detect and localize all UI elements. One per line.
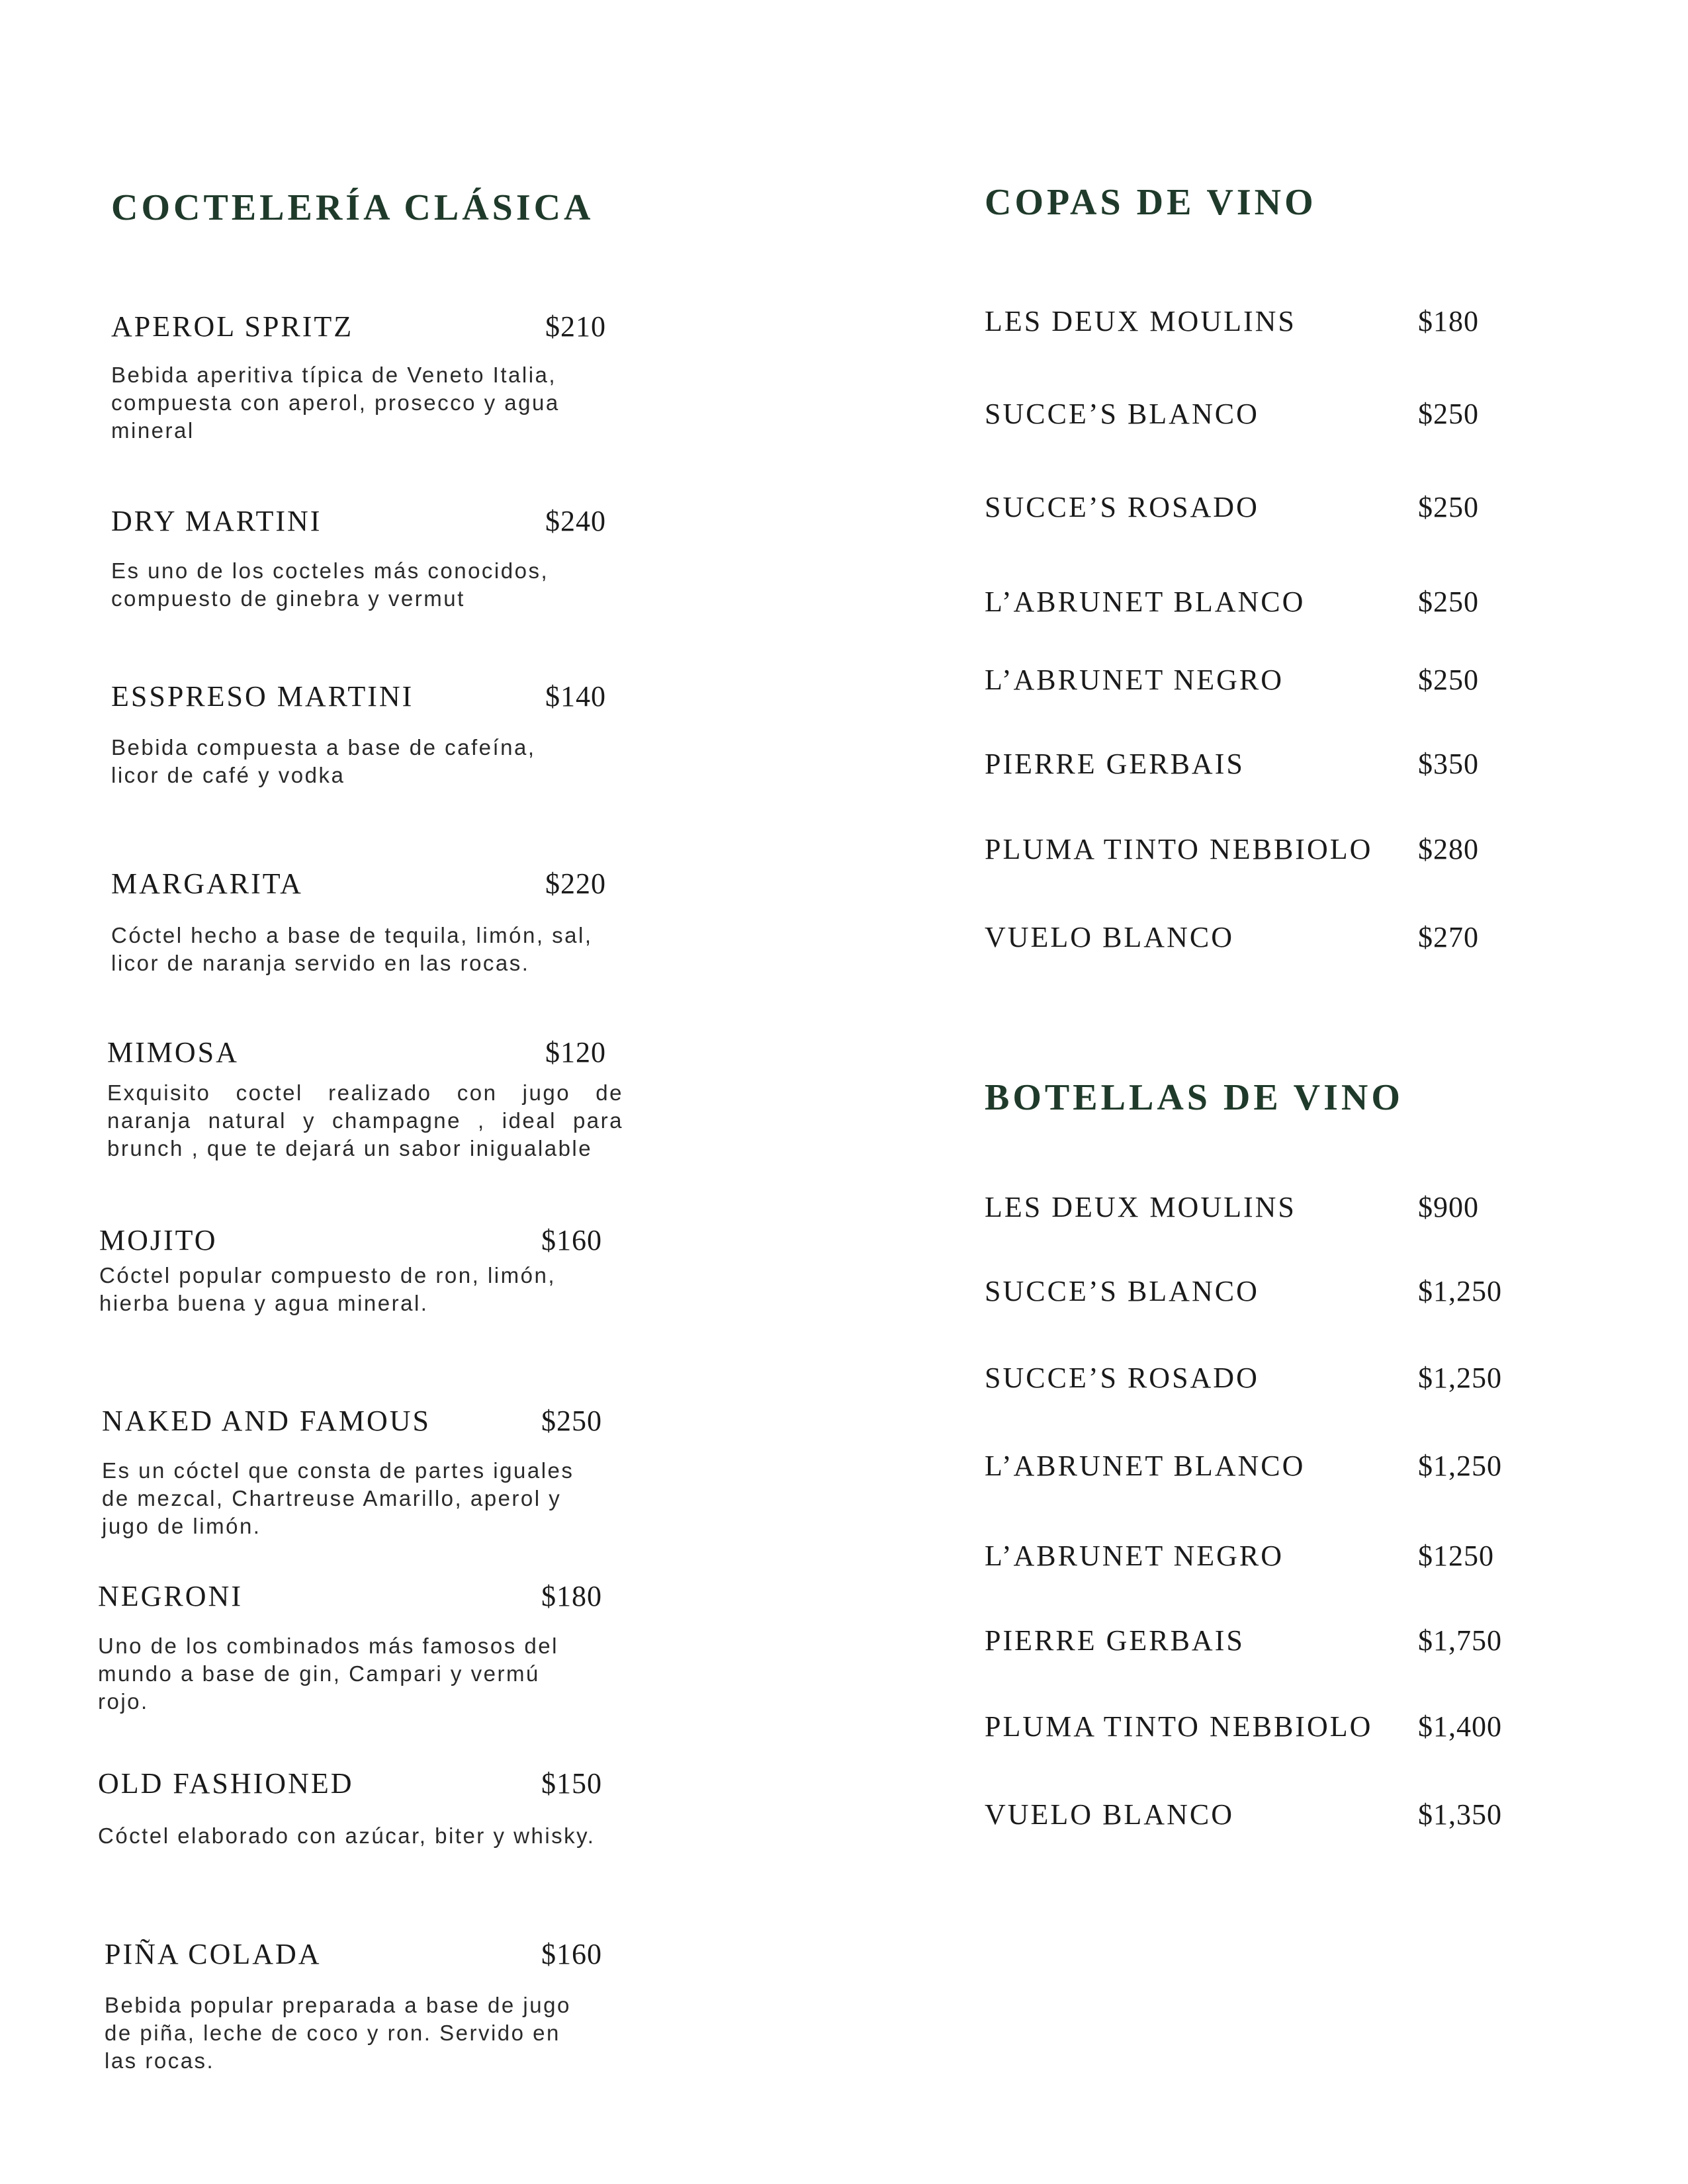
wine-name: SUCCE’S ROSADO (985, 1362, 1259, 1394)
description-line: licor de naranja servido en las rocas. (111, 951, 530, 975)
cocktail-description (99, 1262, 629, 1317)
cocktail-name: NAKED AND FAMOUS (102, 1405, 431, 1437)
cocktail-price: $240 (545, 505, 606, 537)
description-line: Es uno de los cocteles más conocidos, (111, 558, 549, 583)
description-line: compuesto de ginebra y vermut (111, 586, 465, 611)
description-line: Cóctel hecho a base de tequila, limón, sal, (111, 923, 593, 947)
description-line: Es un cóctel que consta de partes iguales (102, 1458, 574, 1483)
wine-price: $280 (1418, 833, 1479, 865)
cocktail-name: MIMOSA (107, 1036, 239, 1069)
cocktail-name: OLD FASHIONED (98, 1767, 354, 1800)
wine-name: PIERRE GERBAIS (985, 1624, 1245, 1657)
description-line: Uno de los combinados más famosos del (98, 1634, 558, 1658)
cocktail-description (111, 361, 641, 445)
description-line: hierba buena y agua mineral. (99, 1291, 429, 1315)
wine-name: L’ABRUNET BLANCO (985, 586, 1306, 618)
cocktail-description (107, 1079, 623, 1162)
wine-name: PIERRE GERBAIS (985, 748, 1245, 780)
wine-name: SUCCE’S BLANCO (985, 1275, 1259, 1307)
wine-price: $1,750 (1418, 1624, 1502, 1657)
wine-glasses-title: COPAS DE VINO (985, 182, 1317, 223)
description-line: brunch , que te dejará un sabor inigualable (107, 1136, 593, 1160)
wine-name: LES DEUX MOULINS (985, 1191, 1296, 1223)
wine-price: $350 (1418, 748, 1479, 780)
cocktail-name: MARGARITA (111, 867, 303, 900)
wine-price: $1,250 (1418, 1362, 1502, 1394)
description-line: jugo de limón. (102, 1514, 261, 1538)
description-line: de mezcal, Chartreuse Amarillo, aperol y (102, 1486, 562, 1510)
cocktail-price: $160 (541, 1938, 602, 1970)
cocktail-price: $120 (545, 1036, 606, 1069)
cocktail-name: APEROL SPRITZ (111, 310, 354, 343)
wine-name: SUCCE’S BLANCO (985, 398, 1259, 430)
cocktail-price: $250 (541, 1405, 602, 1437)
wine-price: $250 (1418, 398, 1479, 430)
cocktail-price: $140 (545, 680, 606, 713)
wine-name: VUELO BLANCO (985, 921, 1234, 953)
wine-name: VUELO BLANCO (985, 1798, 1234, 1831)
wine-price: $250 (1418, 586, 1479, 618)
cocktail-description (111, 922, 641, 977)
wine-name: PLUMA TINTO NEBBIOLO (985, 833, 1373, 865)
description-line: licor de café y vodka (111, 763, 345, 787)
wine-price: $1,400 (1418, 1710, 1502, 1743)
wine-name: L’ABRUNET NEGRO (985, 1540, 1284, 1572)
cocktail-description (102, 1457, 631, 1540)
description-line: de piña, leche de coco y ron. Servido en (105, 2021, 560, 2045)
description-line: Bebida popular preparada a base de jugo (105, 1993, 571, 2017)
description-line: Bebida aperitiva típica de Veneto Italia, (111, 363, 557, 387)
wine-price: $1,250 (1418, 1275, 1502, 1307)
cocktails-title: COCTELERÍA CLÁSICA (111, 187, 594, 228)
wine-price: $1250 (1418, 1540, 1494, 1572)
cocktail-name: DRY MARTINI (111, 505, 322, 537)
cocktail-description (111, 734, 641, 789)
cocktail-name: PIÑA COLADA (105, 1938, 322, 1970)
description-line: mineral (111, 418, 195, 443)
description-line: naranja natural y champagne , ideal para (107, 1108, 623, 1133)
cocktail-price: $220 (545, 867, 606, 900)
wine-price: $180 (1418, 305, 1479, 337)
wine-price: $1,250 (1418, 1450, 1502, 1482)
cocktail-price: $180 (541, 1580, 602, 1612)
wine-price: $250 (1418, 491, 1479, 523)
description-line: las rocas. (105, 2048, 215, 2073)
description-line: Cóctel elaborado con azúcar, biter y whisky. (98, 1823, 596, 1848)
wine-price: $1,350 (1418, 1798, 1502, 1831)
cocktail-description (105, 1991, 634, 2075)
wine-name: L’ABRUNET BLANCO (985, 1450, 1306, 1482)
description-line: Bebida compuesta a base de cafeína, (111, 735, 536, 760)
wine-price: $250 (1418, 664, 1479, 696)
wine-name: L’ABRUNET NEGRO (985, 664, 1284, 696)
wine-bottles-title: BOTELLAS DE VINO (985, 1077, 1403, 1118)
description-line: compuesta con aperol, prosecco y agua (111, 390, 560, 415)
cocktail-description (111, 557, 641, 613)
cocktail-name: MOJITO (99, 1224, 218, 1256)
description-line: rojo. (98, 1689, 149, 1714)
wine-name: PLUMA TINTO NEBBIOLO (985, 1710, 1373, 1743)
cocktail-price: $210 (545, 310, 606, 343)
description-line: mundo a base de gin, Campari y vermú (98, 1661, 540, 1686)
cocktail-price: $160 (541, 1224, 602, 1256)
description-line: Exquisito coctel realizado con jugo de (107, 1080, 623, 1105)
cocktail-description (98, 1632, 627, 1716)
wine-name: LES DEUX MOULINS (985, 305, 1296, 337)
wine-price: $900 (1418, 1191, 1479, 1223)
cocktail-price: $150 (541, 1767, 602, 1800)
wine-name: SUCCE’S ROSADO (985, 491, 1259, 523)
cocktail-name: ESSPRESO MARTINI (111, 680, 414, 713)
cocktail-name: NEGRONI (98, 1580, 243, 1612)
cocktail-description (98, 1822, 627, 1850)
wine-price: $270 (1418, 921, 1479, 953)
description-line: Cóctel popular compuesto de ron, limón, (99, 1263, 556, 1288)
